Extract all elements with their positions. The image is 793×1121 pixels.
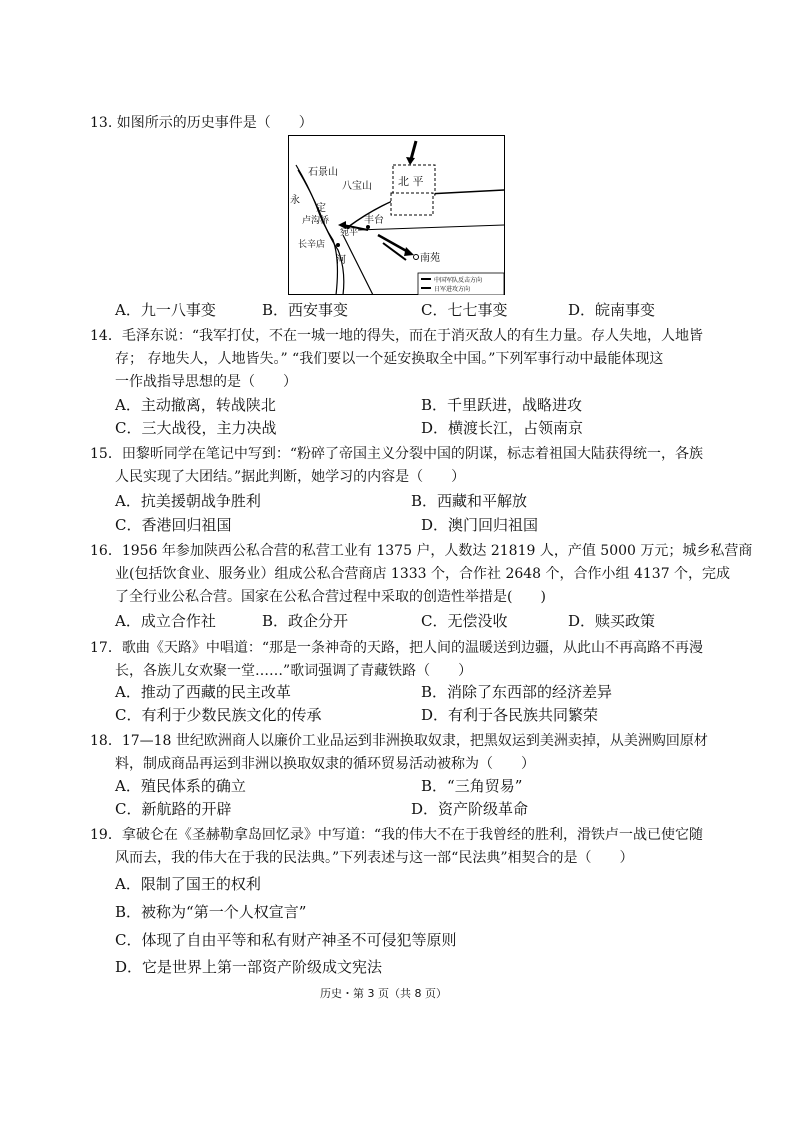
map-label-babaoshan: 八宝山	[342, 181, 372, 192]
q13-option-d[interactable]: D．皖南事变	[568, 301, 656, 319]
map-label-yong: 永	[290, 195, 300, 206]
q19-option-a[interactable]: A．限制了国王的权利	[115, 875, 261, 893]
q13-stem: 13. 如图所示的历史事件是（ ）	[90, 115, 313, 131]
q14-option-a[interactable]: A．主动撤离，转战陕北	[115, 396, 276, 414]
q18-line-2: 料，制成商品再运到非洲以换取奴隶的循环贸易活动被称为（ ）	[115, 756, 535, 772]
q16-option-a[interactable]: A．成立合作社	[115, 612, 216, 630]
q16-line-1: 16．1956 年参加陕西公私合营的私营工业有 1375 户，人数达 21819 人，产值 5000 万元；城乡私营商	[90, 543, 753, 559]
q18-option-a[interactable]: A．殖民体系的确立	[115, 777, 246, 795]
map-label-shijingshan: 石景山	[308, 167, 338, 178]
q14-line-3: 一作战指导思想的是（ ）	[115, 374, 297, 390]
q19-option-c[interactable]: C．体现了自由平等和私有财产神圣不可侵犯等原则	[115, 931, 457, 949]
q14-line-1: 14．毛泽东说：“我军打仗，不在一城一地的得失，而在于消灭敌人的有生力量。存人失地，人地皆	[90, 328, 703, 344]
map-label-nanyuan: 南苑	[420, 253, 440, 264]
q16-option-d[interactable]: D．赎买政策	[568, 612, 656, 630]
q16-line-3: 了全行业公私合营。国家在公私合营过程中采取的创造性举措是( )	[115, 589, 546, 605]
map-label-ding: 定	[316, 203, 326, 214]
map-label-beiping: 北 平	[398, 175, 424, 188]
map-label-he: 河	[336, 255, 346, 266]
q14-option-d[interactable]: D．横渡长江，占领南京	[421, 419, 584, 437]
legend-counterattack: 中国军队反击方向	[434, 277, 483, 284]
page-footer: 历史・第 3 页（共 8 页）	[320, 987, 447, 1000]
map-label-wanping: 宛平	[340, 228, 359, 238]
q18-line-1: 18．17—18 世纪欧洲商人以廉价工业品运到非洲换取奴隶，把黑奴运到美洲卖掉，从美洲购回原材	[90, 733, 708, 749]
q17-option-a[interactable]: A．推动了西藏的民主改革	[115, 683, 291, 701]
q16-option-c[interactable]: C．无偿没收	[421, 612, 508, 630]
q19-option-b[interactable]: B．被称为“第一个人权宣言”	[115, 903, 307, 921]
q18-option-c[interactable]: C．新航路的开辟	[115, 800, 232, 818]
map-label-changxindian: 长辛店	[298, 240, 326, 250]
q17-option-b[interactable]: B．消除了东西部的经济差异	[421, 683, 613, 701]
q14-option-c[interactable]: C．三大战役，主力决战	[115, 419, 277, 437]
q17-option-d[interactable]: D．有利于各民族共同繁荣	[421, 706, 599, 724]
q16-line-2: 业(包括饮食业、服务业）组成公私合营商店 1333 个，合作社 2648 个，合作小组 4137 个，完成	[115, 566, 731, 582]
q19-option-d[interactable]: D．它是世界上第一部资产阶级成文宪法	[115, 958, 383, 976]
q15-option-c[interactable]: C．香港回归祖国	[115, 516, 232, 534]
q13-map	[288, 135, 505, 295]
q17-option-c[interactable]: C．有利于少数民族文化的传承	[115, 706, 322, 724]
q15-option-a[interactable]: A．抗美援朝战争胜利	[115, 492, 261, 510]
map-label-fengtai: 丰台	[364, 215, 384, 226]
q15-option-d[interactable]: D．澳门回归祖国	[421, 516, 539, 534]
q18-option-d[interactable]: D．资产阶级革命	[411, 800, 529, 818]
q15-line-1: 15．田黎昕同学在笔记中写到：“粉碎了帝国主义分裂中国的阴谋，标志着祖国大陆获得统一，各族	[90, 446, 703, 462]
q17-line-1: 17．歌曲《天路》中唱道：“那是一条神奇的天路，把人间的温暖送到边疆，从此山不再高路不再漫	[90, 640, 703, 656]
q13-option-c[interactable]: C．七七事变	[421, 301, 508, 319]
legend-japanese-attack: 日军进攻方向	[434, 286, 471, 293]
q13-option-a[interactable]: A．九一八事变	[115, 301, 216, 319]
q16-option-b[interactable]: B．政企分开	[262, 612, 349, 630]
q17-line-2: 长，各族儿女欢聚一堂……”歌词强调了青藏铁路（ ）	[115, 663, 473, 679]
q19-line-1: 19．拿破仑在《圣赫勒拿岛回忆录》中写道：“我的伟大不在于我曾经的胜利，滑铁卢一战已使它随	[90, 827, 703, 843]
q15-line-2: 人民实现了大团结。”据此判断，她学习的内容是（ ）	[115, 469, 466, 485]
map-label-lugouqiao: 卢沟桥	[302, 216, 330, 226]
q19-line-2: 风而去，我的伟大在于我的民法典。”下列表述与这一部“民法典”相契合的是（ ）	[115, 850, 634, 866]
q14-option-b[interactable]: B．千里跃进，战略进攻	[421, 396, 583, 414]
q15-option-b[interactable]: B．西藏和平解放	[411, 492, 528, 510]
q18-option-b[interactable]: B．“三角贸易”	[421, 777, 523, 795]
q13-option-b[interactable]: B．西安事变	[262, 301, 349, 319]
q14-line-2: 存； 存地失人，人地皆失。” “我们要以一个延安换取全中国。”下列军事行动中最能体现这	[115, 351, 664, 367]
